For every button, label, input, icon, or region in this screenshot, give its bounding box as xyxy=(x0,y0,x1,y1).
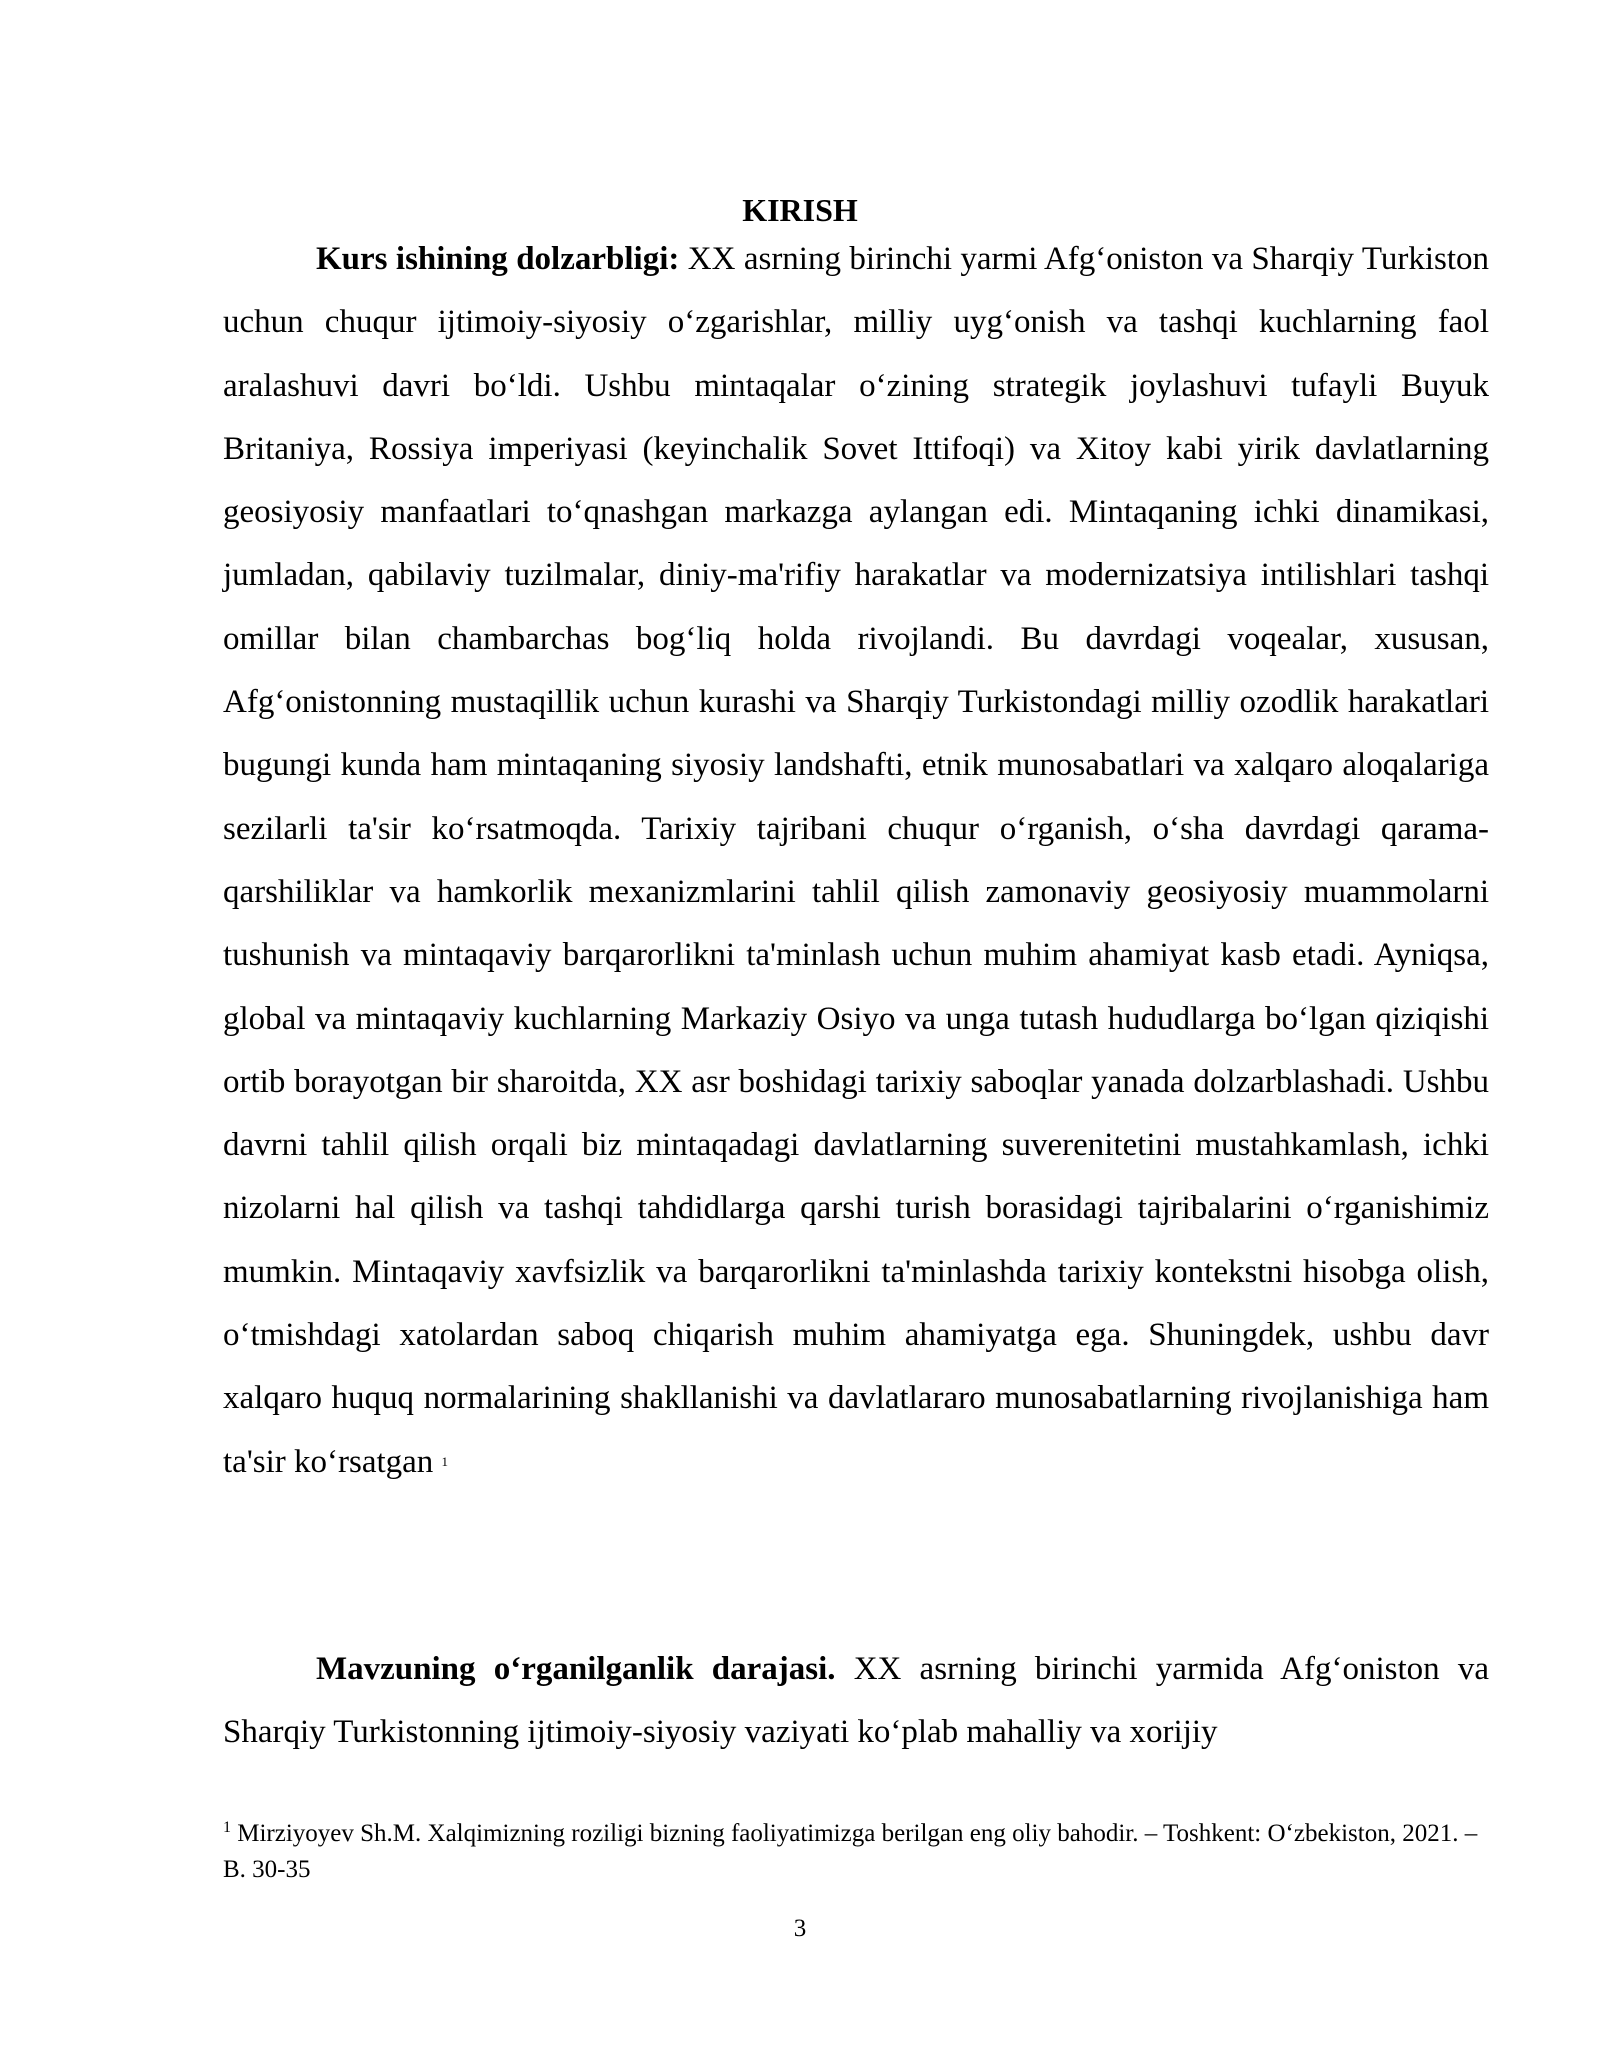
paragraph-relevance xyxy=(223,228,1489,1494)
footnote-mark: 1 xyxy=(223,1819,231,1836)
paragraph-relevance-body: XX asrning birinchi yarmi Afg‘oniston va Sharqiy Turkiston uchun chuqur ijtimoiy-siyosiy o‘zgarishlar, milliy uyg‘onish va tashqi kuchlarning faol aralashuvi davri bo‘ldi. Ushbu mintaqalar o‘zining strategik joylashuvi tufayli Buyuk Britaniya, Rossiya imperiyasi (keyinchalik Sovet Ittifoqi) va Xitoy kabi yirik davlatlarning geosiyosiy manfaatlari to‘qnashgan markazga aylangan edi. Mintaqaning ichki dinamikasi, jumladan, qabilaviy tuzilmalar, diniy-ma'rifiy harakatlar va modernizatsiya intilishlari tashqi omillar bilan chambarchas bog‘liq holda rivojlandi. Bu davrdagi voqealar, xususan, Afg‘onistonning mustaqillik uchun kurashi va Sharqiy Turkistondagi milliy ozodlik harakatlari bugungi kunda ham mintaqaning siyosiy landshafti, etnik munosabatlari va xalqaro aloqalariga sezilarli ta'sir ko‘rsatmoqda. Tarixiy tajribani chuqur o‘rganish, o‘sha davrdagi qarama-qarshiliklar va hamkorlik mexanizmlarini tahlil qilish zamonaviy geosiyosiy muammolarni tushunish va mintaqaviy barqarorlikni ta'minlash uchun muhim ahamiyat kasb etadi. Ayniqsa, global va mintaqaviy kuchlarning Markaziy Osiyo va unga tutash hududlarga bo‘lgan qiziqishi ortib borayotgan bir sharoitda, XX asr boshidagi tarixiy saboqlar yanada dolzarblashadi. Ushbu davrni tahlil qilish orqali biz mintaqadagi davlatlarning suverenitetini mustahkamlash, ichki nizolarni hal qilish va tashqi tahdidlarga qarshi turish borasidagi tajribalarini o‘rganishimiz mumkin. Mintaqaviy xavfsizlik va barqarorlikni ta'minlashda tarixiy kontekstni hisobga olish, o‘tmishdagi xatolardan saboq chiqarish muhim ahamiyatga ega. Shuningdek, ushbu davr xalqaro huquq normalarining shakllanishi va davlatlararo munosabatlarning rivojlanishiga ham ta'sir ko‘rsatgan xyxy=(223,241,1489,1480)
paragraph-study-level-body: XX asrning birinchi yarmida Afg‘oniston va Sharqiy Turkistonning ijtimoiy-siyosiy vaziyati ko‘plab mahalliy va xorijiy xyxy=(223,1651,1490,1751)
section-heading: KIRISH xyxy=(742,192,858,228)
page-number: 3 xyxy=(793,1915,807,1942)
footnote xyxy=(223,1816,1489,1888)
paragraph-relevance-lead: Kurs ishining dolzarbligi: xyxy=(316,241,680,277)
footnote-reference[interactable]: 1 xyxy=(441,1453,449,1469)
paragraph-study-level-lead: Mavzuning o‘rganilganlik darajasi. xyxy=(316,1651,836,1687)
footnote-text: Mirziyoyev Sh.M. Xalqimizning roziligi bizning faoliyatimizga berilgan eng oliy bahodir. – Toshkent: O‘zbekiston, 2021. – B. 30-35 xyxy=(223,1820,1478,1883)
paragraph-study-level xyxy=(223,1638,1489,1765)
